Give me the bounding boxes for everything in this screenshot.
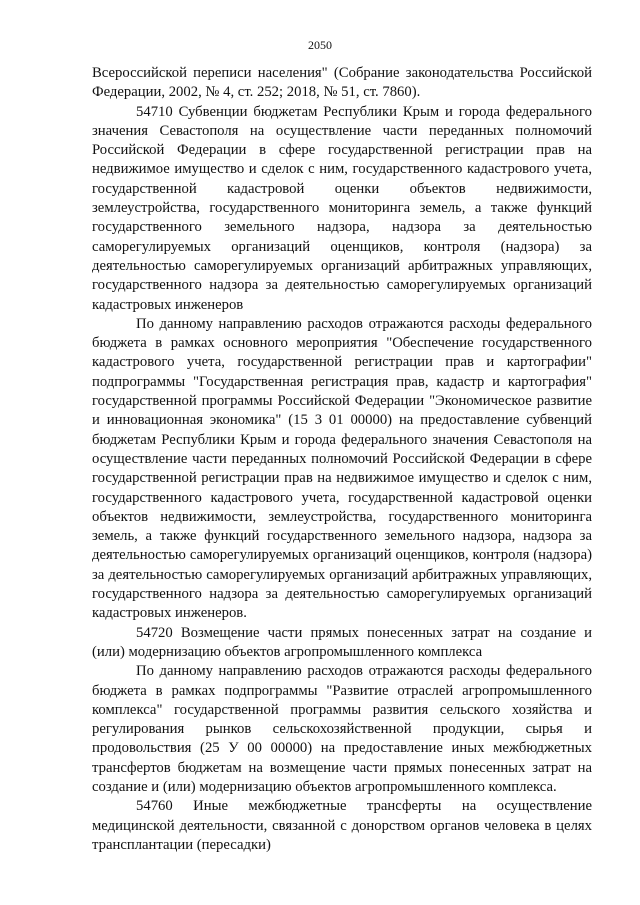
document-body (92, 64, 592, 855)
paragraph-continuation: Всероссийской переписи населения" (Собрание законодательства Российской Федерации, 2002, № 4, ст. 252; 2018, № 51, ст. 7860). (92, 65, 592, 101)
page-number: 2050 (308, 38, 332, 52)
paragraph-54720-description: По данному направлению расходов отражаются расходы федерального бюджета в рамках подпрограммы "Развитие отраслей агропромышленного комплекса" государственной программы развития сельского хозяйства и регулирования рынков сельскохозяйственной продукции, сырья и продовольствия (25 У 00 00000) на предоставление иных межбюджетных трансфертов бюджетам на возмещение части прямых понесенных затрат на создание и (или) модернизацию объектов агропромышленного комплекса. (92, 663, 592, 795)
paragraph-54760-heading: 54760 Иные межбюджетные трансферты на осуществление медицинской деятельности, связанной с донорством органов человека в целях трансплантации (пересадки) (92, 798, 592, 853)
paragraph-54710-description: По данному направлению расходов отражаются расходы федерального бюджета в рамках основного мероприятия "Обеспечение государственного кадастрового учета, государственной регистрации прав и картографии" подпрограммы "Государственная регистрация прав, кадастр и картография" государственной программы Российской Федерации "Экономическое развитие и инновационная экономика" (15 3 01 00000) на предоставление субвенций бюджетам Республики Крым и города федерального значения Севастополя на осуществление части переданных полномочий Российской Федерации в сфере государственной регистрации прав на недвижимое имущество и сделок с ним, государственного кадастрового учета, государственной кадастровой оценки объектов недвижимости, землеустройства, государственного мониторинга земель, а также функций государственного земельного надзора, надзора за деятельностью саморегулируемых организаций оценщиков, контроля (надзора) за деятельностью саморегулируемых организаций арбитражных управляющих, государственного надзора за деятельностью саморегулируемых организаций кадастровых инженеров. (92, 315, 592, 622)
paragraph-54720-heading: 54720 Возмещение части прямых понесенных затрат на создание и (или) модернизацию объектов агропромышленного комплекса (92, 624, 592, 660)
paragraph-54710-heading: 54710 Субвенции бюджетам Республики Крым и города федерального значения Севастополя на осуществление части переданных полномочий Российской Федерации в сфере государственной регистрации прав на недвижимое имущество и сделок с ним, государственного кадастрового учета, государственной кадастровой оценки объектов недвижимости, землеустройства, государственного мониторинга земель, а также функций государственного земельного надзора, надзора за деятельностью саморегулируемых организаций оценщиков, контроля (надзора) за деятельностью саморегулируемых организаций арбитражных управляющих, государственного надзора за деятельностью саморегулируемых организаций кадастровых инженеров (92, 103, 592, 313)
